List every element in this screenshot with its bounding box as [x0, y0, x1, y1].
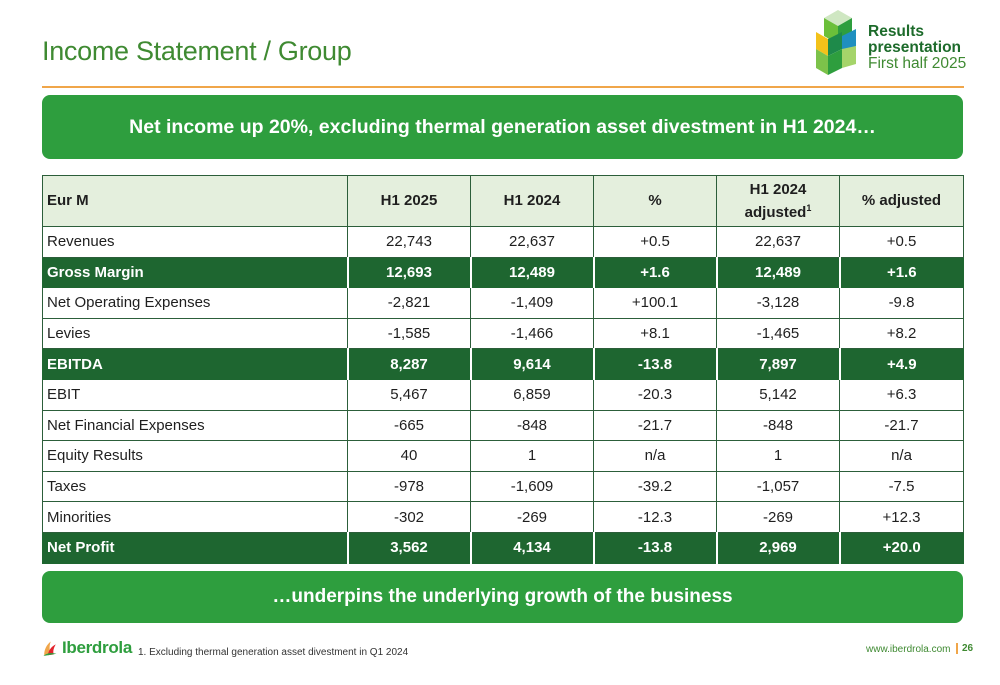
cell-adjusted: 7,897 [717, 349, 840, 380]
cell-h1-2024: 12,489 [471, 257, 594, 288]
cell-h1-2025: 8,287 [348, 349, 471, 380]
cell-h1-2025: -665 [348, 410, 471, 441]
cell-h1-2024: -1,609 [471, 471, 594, 502]
table-row [43, 379, 964, 410]
title-divider [42, 86, 964, 88]
row-label: Net Operating Expenses [43, 288, 348, 319]
cell-pct: -12.3 [594, 502, 717, 533]
iberdrola-leaf-icon [42, 636, 58, 660]
cell-h1-2024: -1,466 [471, 318, 594, 349]
table-row [43, 410, 964, 441]
cell-pct-adjusted: +0.5 [840, 227, 964, 258]
cell-pct: -21.7 [594, 410, 717, 441]
footnote-marker: 1 [806, 202, 812, 213]
row-label: Levies [43, 318, 348, 349]
cell-pct-adjusted: -21.7 [840, 410, 964, 441]
table-row [43, 227, 964, 258]
cell-pct: -39.2 [594, 471, 717, 502]
cell-pct: +1.6 [594, 257, 717, 288]
cell-pct-adjusted: +6.3 [840, 379, 964, 410]
cell-adjusted: 22,637 [717, 227, 840, 258]
cell-h1-2024: -269 [471, 502, 594, 533]
conclusion-banner: …underpins the underlying growth of the business [42, 571, 963, 623]
cell-pct: -20.3 [594, 379, 717, 410]
headline-banner: Net income up 20%, excluding thermal generation asset divestment in H1 2024… [42, 95, 963, 159]
cell-adjusted: 2,969 [717, 532, 840, 563]
col-header-h1-2025: H1 2025 [348, 176, 471, 227]
iberdrola-wordmark: Iberdrola [61, 638, 132, 657]
iberdrola-logo[interactable] [42, 636, 132, 660]
cell-h1-2024: 9,614 [471, 349, 594, 380]
table-row-highlight [43, 349, 964, 380]
cell-h1-2024: 4,134 [471, 532, 594, 563]
cell-pct: -13.8 [594, 349, 717, 380]
cell-h1-2025: 12,693 [348, 257, 471, 288]
row-label: Net Financial Expenses [43, 410, 348, 441]
table-row-highlight [43, 532, 964, 563]
cell-adjusted: -3,128 [717, 288, 840, 319]
cell-adjusted: -848 [717, 410, 840, 441]
cell-h1-2025: 40 [348, 441, 471, 472]
row-label: Net Profit [43, 532, 348, 563]
cell-pct-adjusted: -7.5 [840, 471, 964, 502]
table-row [43, 318, 964, 349]
cell-pct-adjusted: +20.0 [840, 532, 964, 563]
results-cube-logo-icon [812, 6, 864, 78]
cell-h1-2024: 1 [471, 441, 594, 472]
col-header-label: Eur M [43, 176, 348, 227]
page-title: Income Statement / Group [42, 36, 352, 66]
cell-adjusted: -1,465 [717, 318, 840, 349]
cell-h1-2024: -1,409 [471, 288, 594, 319]
adjusted-line-2: adjusted [744, 203, 807, 221]
row-label: Equity Results [43, 441, 348, 472]
table-row [43, 288, 964, 319]
cell-pct-adjusted: +1.6 [840, 257, 964, 288]
cell-pct-adjusted: +8.2 [840, 318, 964, 349]
cell-h1-2025: 22,743 [348, 227, 471, 258]
col-header-pct-adjusted: % adjusted [840, 176, 964, 227]
cell-h1-2025: -2,821 [348, 288, 471, 319]
cell-adjusted: 1 [717, 441, 840, 472]
row-label: EBIT [43, 379, 348, 410]
cell-pct: +100.1 [594, 288, 717, 319]
cell-pct-adjusted: +4.9 [840, 349, 964, 380]
results-line-3: First half 2025 [868, 55, 967, 72]
col-header-pct: % [594, 176, 717, 227]
website-link[interactable]: www.iberdrola.com [866, 644, 951, 655]
results-line-2: presentation [868, 39, 962, 56]
cell-adjusted: 5,142 [717, 379, 840, 410]
cell-adjusted: 12,489 [717, 257, 840, 288]
row-label: EBITDA [43, 349, 348, 380]
cell-h1-2025: -302 [348, 502, 471, 533]
cell-pct: +0.5 [594, 227, 717, 258]
row-label: Taxes [43, 471, 348, 502]
col-header-h1-2024: H1 2024 [471, 176, 594, 227]
row-label: Minorities [43, 502, 348, 533]
results-line-1: Results [868, 23, 924, 40]
cell-adjusted: -269 [717, 502, 840, 533]
table-header-row [43, 176, 964, 227]
cell-pct: +8.1 [594, 318, 717, 349]
cell-h1-2024: 6,859 [471, 379, 594, 410]
cell-h1-2025: -978 [348, 471, 471, 502]
cell-h1-2025: -1,585 [348, 318, 471, 349]
table-row [43, 471, 964, 502]
cell-h1-2024: -848 [471, 410, 594, 441]
cell-h1-2025: 5,467 [348, 379, 471, 410]
income-statement-table [42, 175, 964, 564]
results-presentation-label [868, 24, 966, 72]
cell-h1-2024: 22,637 [471, 227, 594, 258]
adjusted-line-1: H1 2024 [749, 180, 807, 198]
cell-pct-adjusted: +12.3 [840, 502, 964, 533]
table-row [43, 502, 964, 533]
table-row-highlight [43, 257, 964, 288]
cell-pct-adjusted: n/a [840, 441, 964, 472]
cell-pct-adjusted: -9.8 [840, 288, 964, 319]
cell-h1-2025: 3,562 [348, 532, 471, 563]
row-label: Gross Margin [43, 257, 348, 288]
row-label: Revenues [43, 227, 348, 258]
col-header-adjusted [717, 176, 840, 227]
cell-pct: -13.8 [594, 532, 717, 563]
cell-adjusted: -1,057 [717, 471, 840, 502]
income-statement-table-wrapper [42, 175, 963, 564]
footnote: 1. Excluding thermal generation asset divestment in Q1 2024 [138, 647, 409, 658]
page-number: 26 [956, 643, 973, 654]
table-row [43, 441, 964, 472]
cell-pct: n/a [594, 441, 717, 472]
